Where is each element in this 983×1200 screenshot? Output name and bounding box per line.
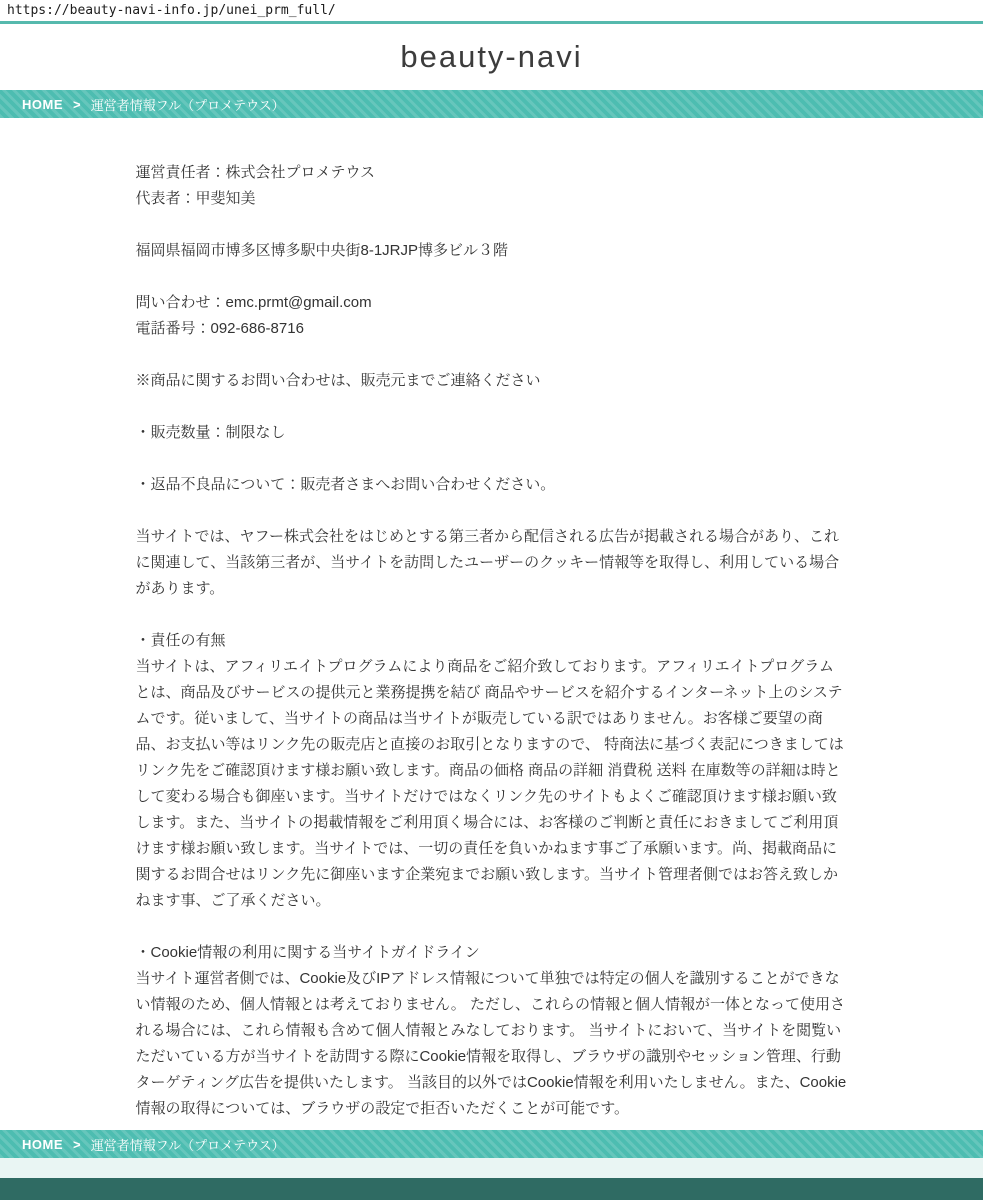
- footer-top-strip: [0, 1158, 983, 1178]
- paragraph-sales-quantity: [136, 420, 848, 446]
- product-inquiry-line: ※商品に関するお問い合わせは、販売元までご連絡ください: [135, 372, 541, 389]
- returns-line: ・返品不良品について：販売者さまへお問い合わせください。: [135, 476, 556, 493]
- breadcrumb-separator: >: [73, 96, 81, 112]
- sales-quantity-line: ・販売数量：制限なし: [135, 424, 286, 441]
- address-line: 福岡県福岡市博多区博多駅中央街8-1JRJP博多ビル３階: [135, 242, 509, 259]
- paragraph-contact: [136, 290, 848, 342]
- breadcrumb-top: [0, 90, 983, 118]
- breadcrumb-separator: >: [73, 1136, 81, 1152]
- operator-name-line: 運営責任者：株式会社プロメテウス: [135, 164, 376, 181]
- site-header: [0, 24, 983, 90]
- paragraph-liability: [136, 628, 848, 914]
- site-title: beauty-navi: [400, 39, 583, 74]
- paragraph-operator-info: [136, 160, 848, 212]
- main-content: [0, 118, 983, 1130]
- page-url[interactable]: https://beauty-navi-info.jp/unei_prm_full/: [7, 3, 336, 18]
- operator-info-text: [136, 118, 848, 1122]
- email-line: 問い合わせ：emc.prmt@gmail.com: [135, 294, 372, 311]
- cookie-policy-text: 当サイト運営者側では、Cookie及びIPアドレス情報について単独では特定の個人を識別することができない情報のため、個人情報とは考えておりません。 ただし、これらの情報と個人情報が一体となって使用される場合には、これら情報も含めて個人情報とみなしております。 当サイトにおいて、当サイトを閲覧いただいている方が当サイトを訪問する際にCookie情報を取得し、ブラウザの識別やセッション管理、行動ターゲティング広告を提供いたします。 当該目的以外ではCookie情報を利用いたしません。また、Cookie情報の取得については、ブラウザの設定で拒否いただくことが可能です。: [135, 970, 847, 1117]
- paragraph-third-party-ads: [136, 524, 848, 602]
- liability-heading: ・責任の有無: [135, 632, 226, 649]
- breadcrumb-page-label: 運営者情報フル（プロメテウス）: [90, 1137, 285, 1153]
- paragraph-cookie-policy: [136, 940, 848, 1122]
- footer-bar: [0, 1178, 983, 1200]
- representative-line: 代表者：甲斐知美: [135, 190, 256, 207]
- breadcrumb-bottom: [0, 1130, 983, 1158]
- liability-text: 当サイトは、アフィリエイトプログラムにより商品をご紹介致しております。アフィリエイトプログラムとは、商品及びサービスの提供元と業務提携を結び 商品やサービスを紹介するインターネット上のシステムです。従いまして、当サイトの商品は当サイトが販売している訳ではありません。お客様ご要望の商品、お支払い等はリンク先の販売店と直接のお取引となりますので、 特商法に基づく表記につきましてはリンク先をご確認頂けます様お願い致します。商品の価格 商品の詳細 消費税 送料 在庫数等の詳細は時として変わる場合も御座います。当サイトだけではなくリンク先のサイトもよくご確認頂けます様お願い致します。また、当サイトの掲載情報をご利用頂く場合には、お客様のご判断と責任におきましてご利用頂けます様お願い致します。当サイトでは、一切の責任を負いかねます事ご了承願います。尚、掲載商品に関するお問合せはリンク先に御座います企業宛までお願い致します。当サイト管理者側ではお答え致しかねます事、ご了承ください。: [135, 658, 844, 909]
- paragraph-product-inquiry-note: [136, 368, 848, 394]
- address-bar[interactable]: [0, 0, 983, 24]
- cookie-policy-heading: ・Cookie情報の利用に関する当サイトガイドライン: [135, 944, 480, 961]
- breadcrumb-home-link[interactable]: HOME: [22, 1136, 63, 1152]
- breadcrumb-page-label: 運営者情報フル（プロメテウス）: [90, 97, 285, 113]
- phone-line: 電話番号：092-686-8716: [135, 320, 304, 337]
- third-party-ads-text: 当サイトでは、ヤフー株式会社をはじめとする第三者から配信される広告が掲載される場合があり、これに関連して、当該第三者が、当サイトを訪問したユーザーのクッキー情報等を取得し、利用している場合があります。: [135, 528, 840, 597]
- paragraph-address: [136, 238, 848, 264]
- breadcrumb-home-link[interactable]: HOME: [22, 96, 63, 112]
- paragraph-returns: [136, 472, 848, 498]
